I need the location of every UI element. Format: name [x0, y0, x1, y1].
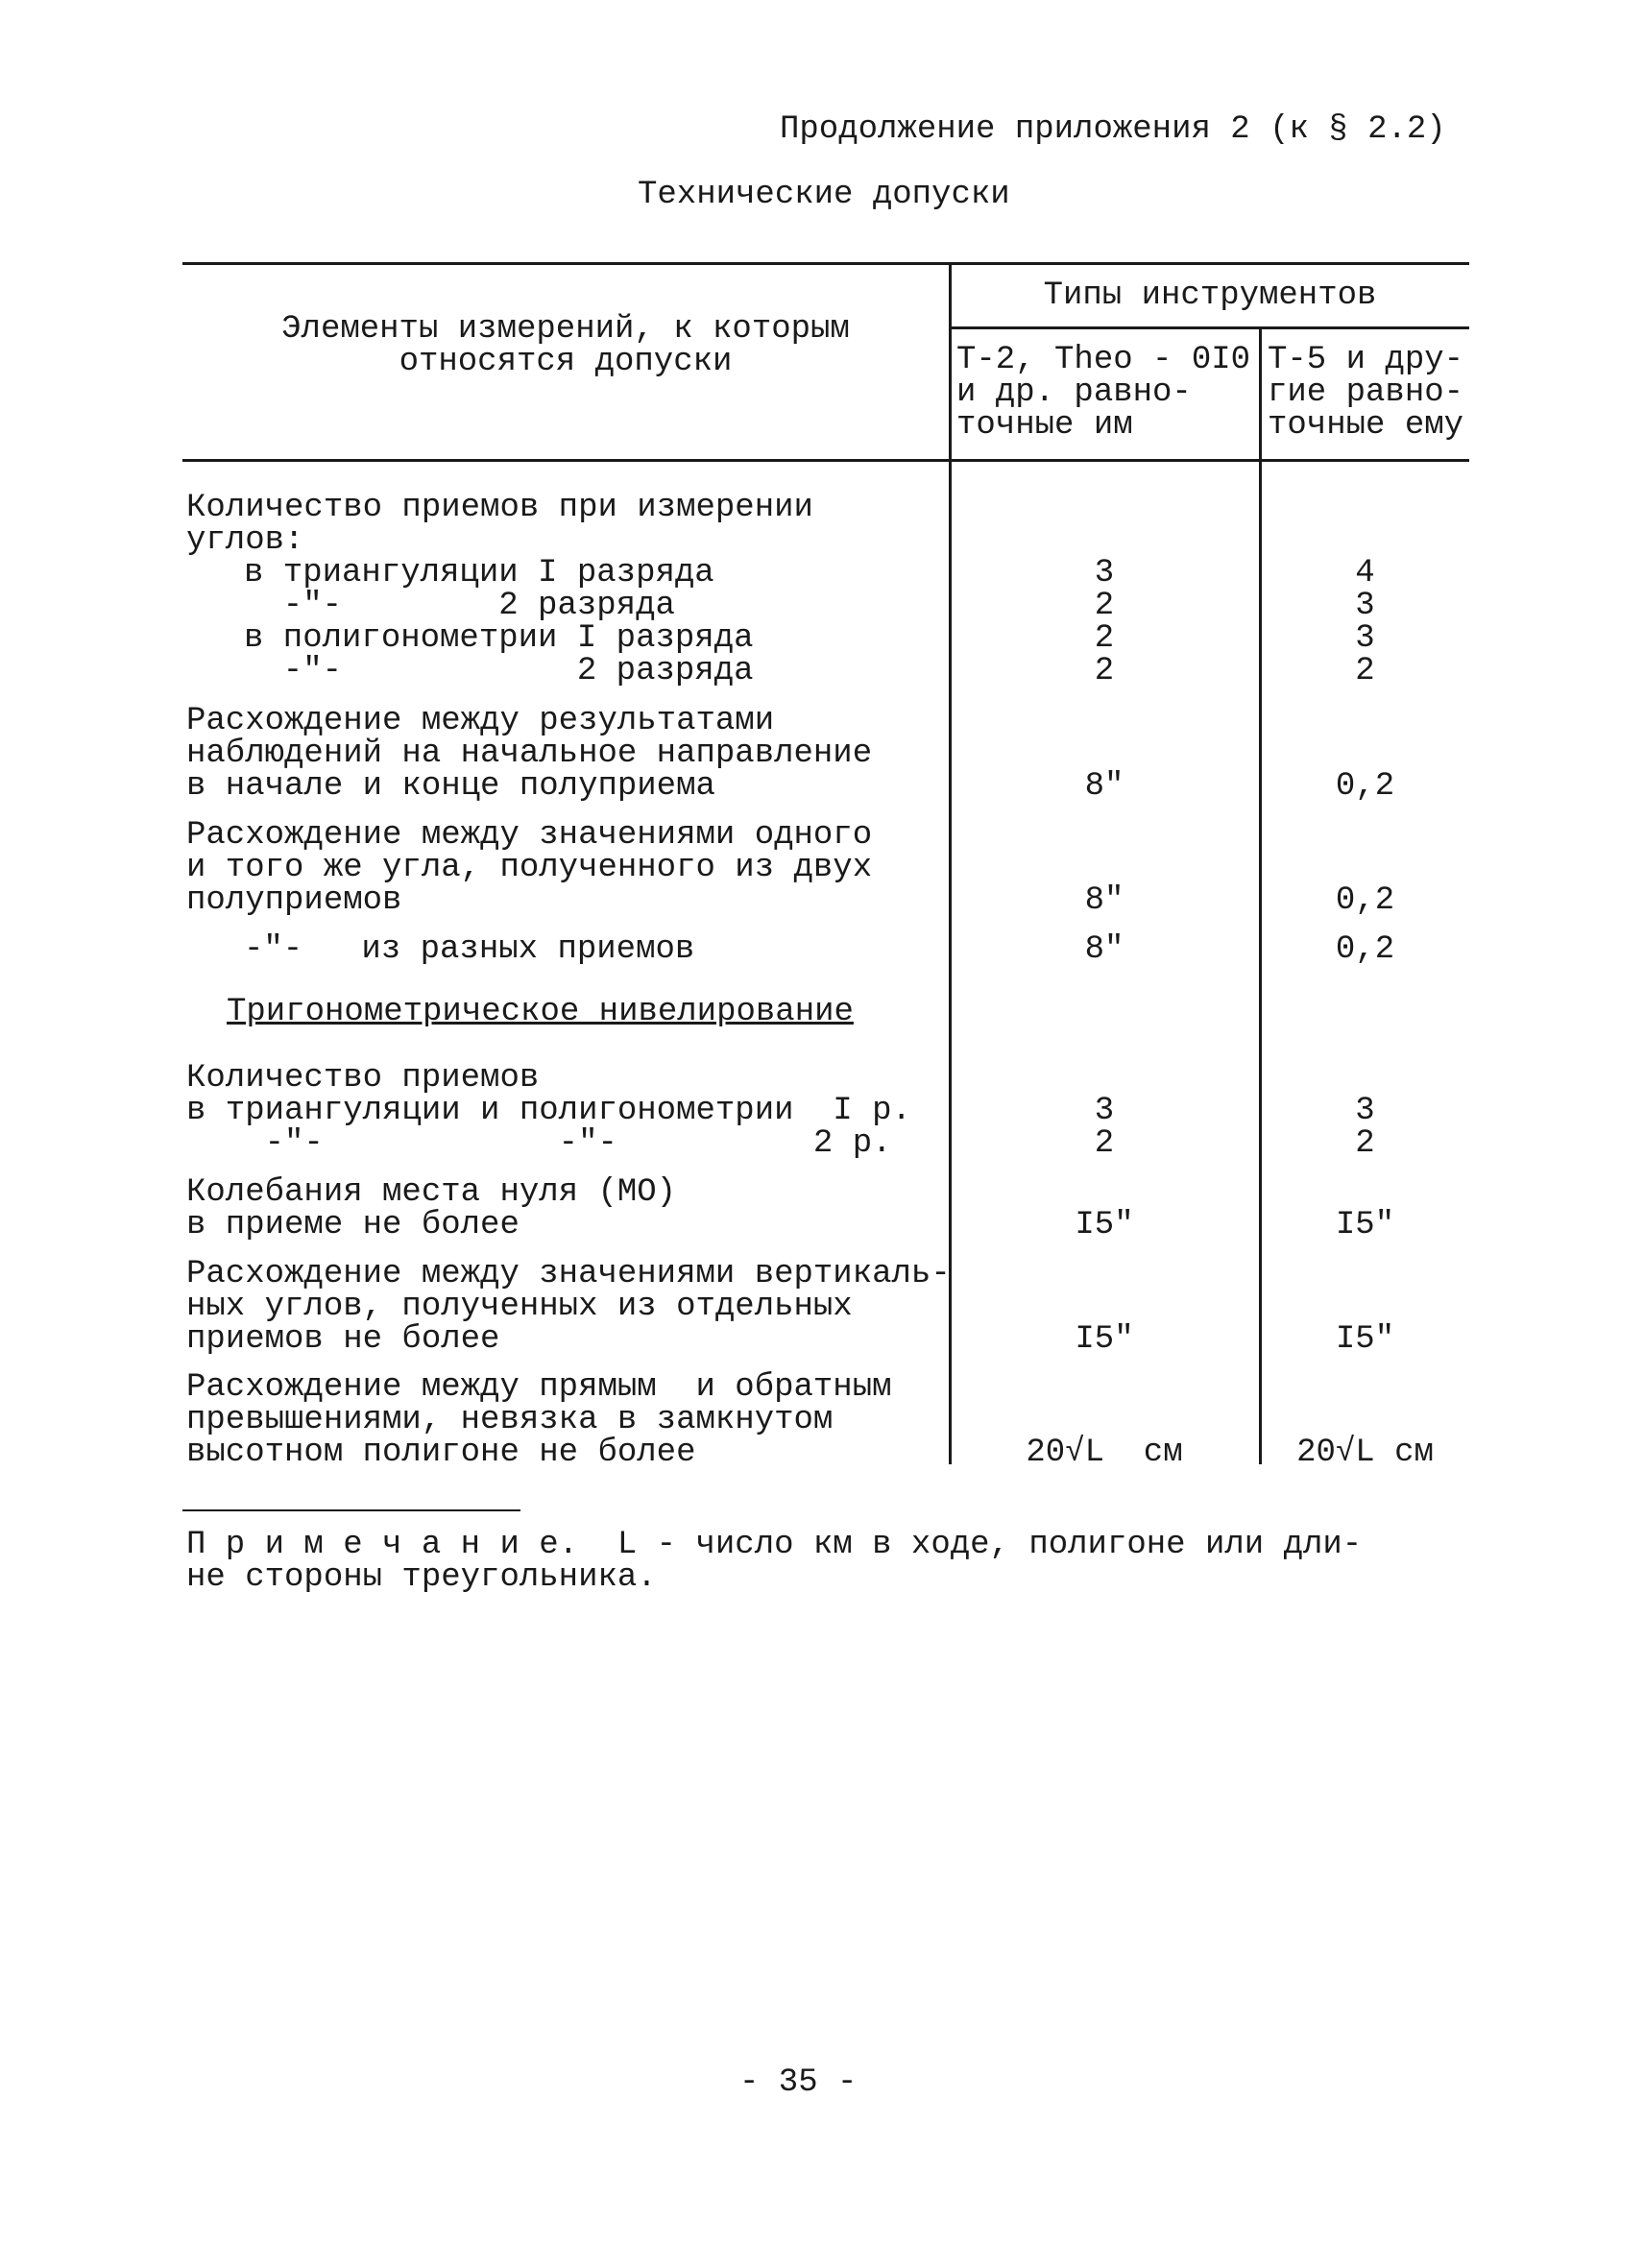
disc-half-value-t2: 8"	[1084, 882, 1124, 919]
pol1-value-t2: 2	[1094, 620, 1115, 657]
disc-initial-value-t5: 0,2	[1335, 768, 1395, 805]
tri1-value-t5: 4	[1355, 555, 1375, 591]
col1-header: Элементы измерений, к которым относятся допуски	[281, 311, 850, 380]
trig-count-label: Количество приемов в триангуляции и полигонометрии I р. -"- -"- 2 р.	[186, 1060, 911, 1162]
table-header-rule	[182, 459, 1469, 462]
instrument-group-header: Типы инструментов	[1043, 277, 1377, 314]
table-top-rule	[182, 262, 1469, 265]
vert-value-t2: I5"	[1075, 1321, 1134, 1358]
col2-header: Т-2, Theo - 0I0 и др. равно- точные им	[956, 342, 1251, 444]
disc-half-label: Расхождение между значениями одного и того же угла, полученного из двух полуприемов	[186, 817, 873, 919]
disc-initial-value-t2: 8"	[1084, 768, 1124, 805]
continuation-header: Продолжение приложения 2 (к § 2.2)	[780, 111, 1446, 148]
vert-label: Расхождение между значениями вертикаль- ных углов, полученных из отдельных приемов не более	[186, 1256, 951, 1358]
trig-count-value-t2-2: 2	[1094, 1125, 1115, 1162]
tri1-value-t2: 3	[1094, 555, 1115, 591]
trig-count-value-t5-2: 2	[1355, 1125, 1375, 1162]
page-title: Технические допуски	[638, 177, 1010, 213]
pol1-label: в полигонометрии I разряда	[244, 620, 754, 657]
pol2-value-t5: 2	[1355, 653, 1375, 689]
tri2-label: -"- 2 разряда	[244, 588, 675, 624]
direct-value-t5: 20√L см	[1296, 1435, 1434, 1471]
tri2-value-t2: 2	[1094, 588, 1115, 624]
direct-label: Расхождение между прямым и обратным превышениями, невязка в замкнутом высотном полигоне не более	[186, 1369, 892, 1471]
disc-half-value-t5: 0,2	[1335, 882, 1395, 919]
angles-title: Количество приемов при измерении углов:	[186, 490, 813, 559]
tri2-value-t5: 3	[1355, 588, 1375, 624]
instrument-group-rule	[951, 326, 1469, 329]
mo-value-t5: I5"	[1335, 1207, 1395, 1243]
trig-heading: Тригонометрическое нивелирование	[227, 994, 854, 1030]
pol1-value-t5: 3	[1355, 620, 1375, 657]
vert-value-t5: I5"	[1335, 1321, 1395, 1358]
pol2-label: -"- 2 разряда	[244, 653, 754, 689]
footnote: П р и м е ч а н и е. L - число км в ходе, полигоне или дли- не стороны треугольника.	[186, 1527, 1363, 1596]
trig-count-value-t2-1: 3	[1094, 1093, 1115, 1129]
mo-value-t2: I5"	[1075, 1207, 1134, 1243]
mo-label: Колебания места нуля (МО) в приеме не более	[186, 1174, 677, 1243]
page-number: - 35 -	[739, 2064, 858, 2101]
trig-count-value-t5-1: 3	[1355, 1093, 1375, 1129]
note-rule	[182, 1509, 520, 1511]
col3-header: Т-5 и дру- гие равно- точные ему	[1268, 342, 1464, 444]
direct-value-t2: 20√L см	[1026, 1435, 1183, 1471]
disc-diff-value-t2: 8"	[1084, 931, 1124, 968]
tri1-label: в триангуляции I разряда	[244, 555, 714, 591]
disc-initial-label: Расхождение между результатами наблюдений на начальное направление в начале и конце полуприема	[186, 703, 873, 805]
disc-diff-value-t5: 0,2	[1335, 931, 1395, 968]
pol2-value-t2: 2	[1094, 653, 1115, 689]
disc-diff-label: -"- из разных приемов	[244, 931, 695, 968]
